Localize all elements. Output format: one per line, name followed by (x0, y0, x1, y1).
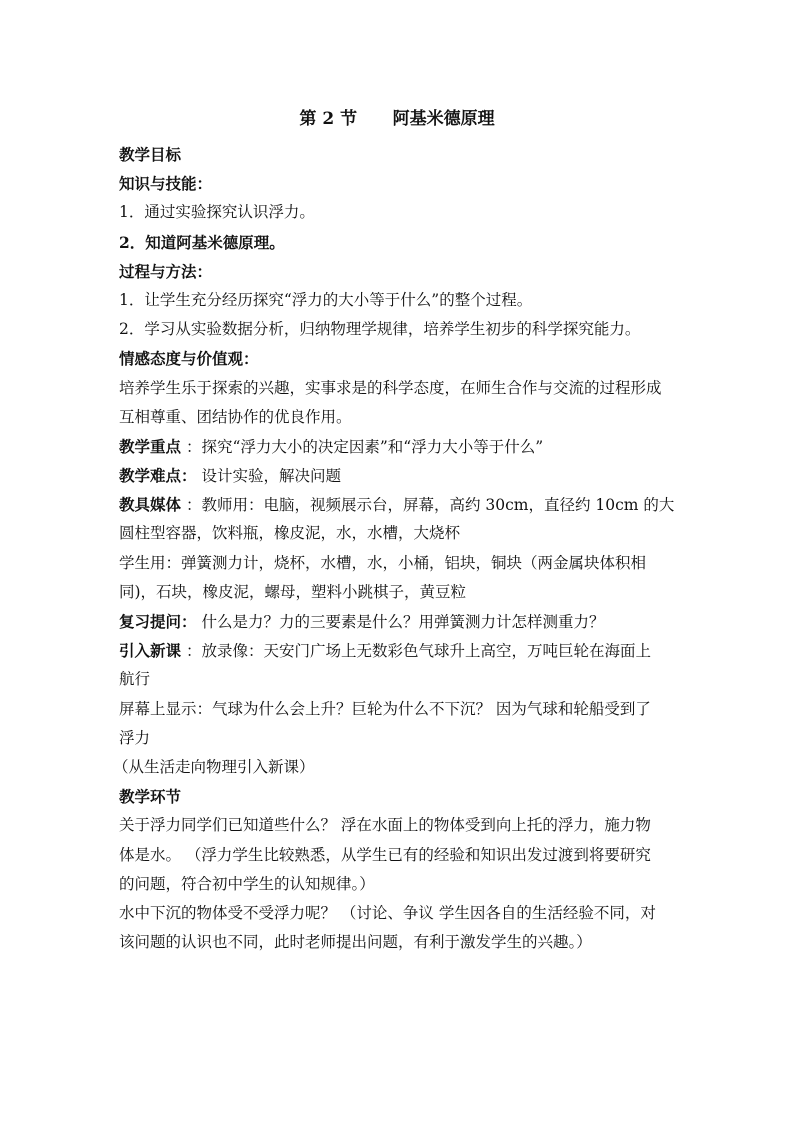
paragraph-line: 的问题，符合初中学生的认知规律。） (119, 874, 375, 893)
paragraph-line: 同)，石块，橡皮泥，螺母，塑料小跳棋子，黄豆粒 (119, 582, 467, 601)
label-text: ：教师用：电脑，视频展示台，屏幕，高约 30cm，直径约 10cm 的大 (181, 496, 675, 515)
paragraph-line: 1．让学生充分经历探究“浮力的大小等于什么”的整个过程。 (119, 290, 533, 309)
paragraph-line: 屏幕上显示：气球为什么会上升？巨轮为什么不下沉？ 因为气球和轮船受到了 (119, 699, 651, 718)
labeled-line-difficulties (119, 461, 679, 490)
paragraph-line: （从生活走向物理引入新课） (113, 757, 315, 776)
document-body (113, 140, 679, 957)
label-text: 设计实验，解决问题 (196, 467, 341, 486)
labeled-line-intro (119, 636, 679, 665)
paragraph-line: 2．知道阿基米德原理。 (119, 232, 285, 252)
label-text: 什么是力？力的三要素是什么？用弹簧测力计怎样测重力？ (196, 613, 605, 631)
heading-teaching-steps: 教学环节 (119, 787, 182, 807)
heading-teaching-goals: 教学目标 (119, 145, 182, 164)
page-title: 第 2 节 阿基米德原理 (299, 109, 495, 129)
paragraph-line: 该问题的认识也不同，此时老师提出问题，有利于激发学生的兴趣。） (119, 933, 592, 952)
label-difficulties: 教学难点： (119, 466, 197, 486)
label-key-points: 教学重点 (119, 436, 182, 456)
paragraph-line: 学生用：弹簧测力计，烧杯，水槽，水，小桶，铝块，铜块（两金属块体积相 (119, 553, 647, 572)
labeled-line-review (119, 607, 679, 636)
label-text: ：放录像：天安门广场上无数彩色气球升上高空，万吨巨轮在海面上 (181, 642, 651, 661)
paragraph-line: 2．学习从实验数据分析，归纳物理学规律，培养学生初步的科学探究能力。 (119, 320, 641, 339)
labeled-line-media (119, 490, 679, 519)
paragraph-line: 体是水。 （浮力学生比较熟悉，从学生已有的经验和知识出发过渡到将要研究 (119, 845, 651, 864)
paragraph-line: 水中下沉的物体受不受浮力呢？ （讨论、争议 学生因各自的生活经验不同，对 (119, 903, 656, 922)
heading-process-methods: 过程与方法： (119, 261, 213, 281)
paragraph-line: 圆柱型容器，饮料瓶，橡皮泥，水，水槽，大烧杯 (119, 524, 461, 543)
label-review: 复习提问： (119, 612, 197, 631)
paragraph-line: 关于浮力同学们已知道些什么？ 浮在水面上的物体受到向上托的浮力，施力物 (119, 816, 651, 835)
label-intro: 引入新课 (119, 641, 182, 661)
paragraph-line: 航行 (119, 670, 151, 689)
labeled-line-key-points (119, 432, 679, 461)
label-text: ：探究“浮力大小的决定因素”和“浮力大小等于什么” (181, 437, 544, 456)
label-media: 教具媒体 (119, 495, 182, 515)
paragraph-line: 1．通过实验探究认识浮力。 (119, 203, 315, 222)
heading-attitudes-values: 情感态度与价值观： (119, 349, 259, 369)
paragraph-line: 互相尊重、团结协作的优良作用。 (119, 407, 352, 426)
paragraph-line: 浮力 (119, 728, 151, 747)
paragraph-line: 培养学生乐于探索的兴趣，实事求是的科学态度，在师生合作与交流的过程形成 (119, 378, 662, 397)
heading-knowledge-skills: 知识与技能： (119, 174, 213, 194)
